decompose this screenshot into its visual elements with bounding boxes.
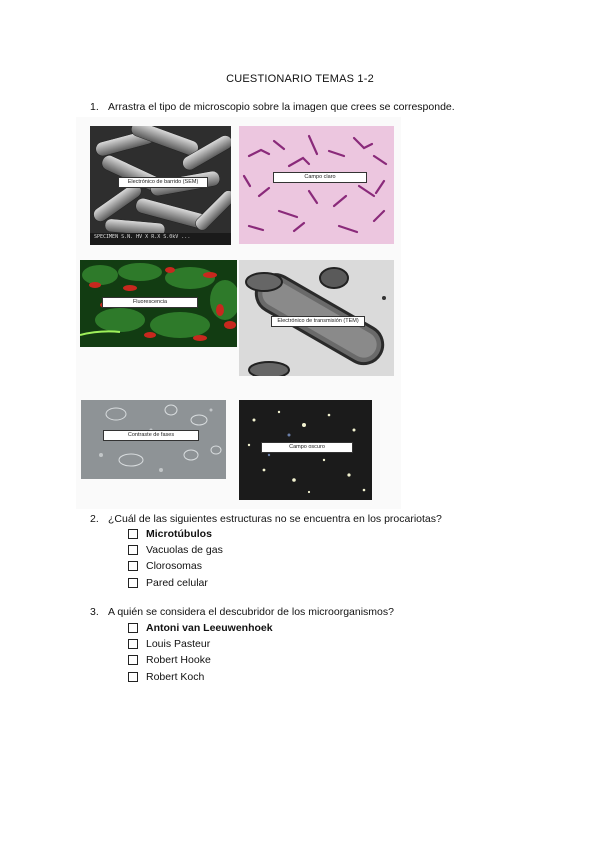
question-3-text: A quién se considera el descubridor de los microorganismos? — [108, 606, 394, 618]
question-1-number: 1. — [90, 101, 99, 113]
checkbox-icon[interactable] — [128, 639, 138, 649]
checkbox-icon[interactable] — [128, 545, 138, 555]
option-2-4[interactable] — [128, 576, 208, 590]
option-2-3[interactable] — [128, 559, 202, 573]
option-3-4[interactable] — [128, 670, 204, 684]
question-3-number: 3. — [90, 606, 99, 618]
option-label: Louis Pasteur — [146, 638, 211, 650]
label-sem[interactable]: Electrónico de barrido (SEM) — [118, 177, 208, 188]
option-label: Microtúbulos — [146, 528, 212, 540]
option-3-2[interactable] — [128, 637, 210, 651]
question-2 — [90, 513, 550, 527]
option-label: Vacuolas de gas — [146, 544, 223, 556]
checkbox-icon[interactable] — [128, 623, 138, 633]
label-fluorescence[interactable]: Fluorescencia — [102, 297, 198, 308]
option-2-1[interactable] — [128, 527, 212, 541]
option-label: Robert Koch — [146, 671, 205, 683]
option-label: Pared celular — [146, 577, 208, 589]
question-1 — [90, 101, 550, 115]
question-2-number: 2. — [90, 513, 99, 525]
option-label: Antoni van Leeuwenhoek — [146, 622, 273, 634]
sem-image — [90, 126, 231, 245]
question-3 — [90, 606, 550, 620]
label-tem[interactable]: Electrónico de transmisión (TEM) — [271, 316, 365, 327]
page-title: CUESTIONARIO TEMAS 1-2 — [226, 73, 374, 85]
question-2-text: ¿Cuál de las siguientes estructuras no se encuentra en los procariotas? — [108, 513, 442, 525]
checkbox-icon[interactable] — [128, 672, 138, 682]
checkbox-icon[interactable] — [128, 561, 138, 571]
option-label: Robert Hooke — [146, 654, 211, 666]
question-1-text: Arrastra el tipo de microscopio sobre la imagen que crees se corresponde. — [108, 101, 455, 113]
sem-caption: SPECIMEN S.N. HV X R.X S.0kV ... — [94, 234, 191, 240]
checkbox-icon[interactable] — [128, 578, 138, 588]
option-3-3[interactable] — [128, 653, 211, 667]
option-label: Clorosomas — [146, 560, 203, 572]
checkbox-icon[interactable] — [128, 655, 138, 665]
image-grid — [76, 117, 401, 509]
fluorescence-image — [80, 260, 237, 347]
tem-image — [239, 260, 394, 376]
bright-field-image — [239, 126, 394, 244]
label-phase-contrast[interactable]: Contraste de fases — [103, 430, 199, 441]
checkbox-icon[interactable] — [128, 529, 138, 539]
option-3-1[interactable] — [128, 621, 273, 635]
label-dark-field[interactable]: Campo oscuro — [261, 442, 353, 453]
stained-bacteria-icon — [239, 126, 394, 244]
phase-contrast-image — [81, 400, 226, 479]
dark-field-image — [239, 400, 372, 500]
label-bright-field[interactable]: Campo claro — [273, 172, 367, 183]
option-2-2[interactable] — [128, 543, 223, 557]
